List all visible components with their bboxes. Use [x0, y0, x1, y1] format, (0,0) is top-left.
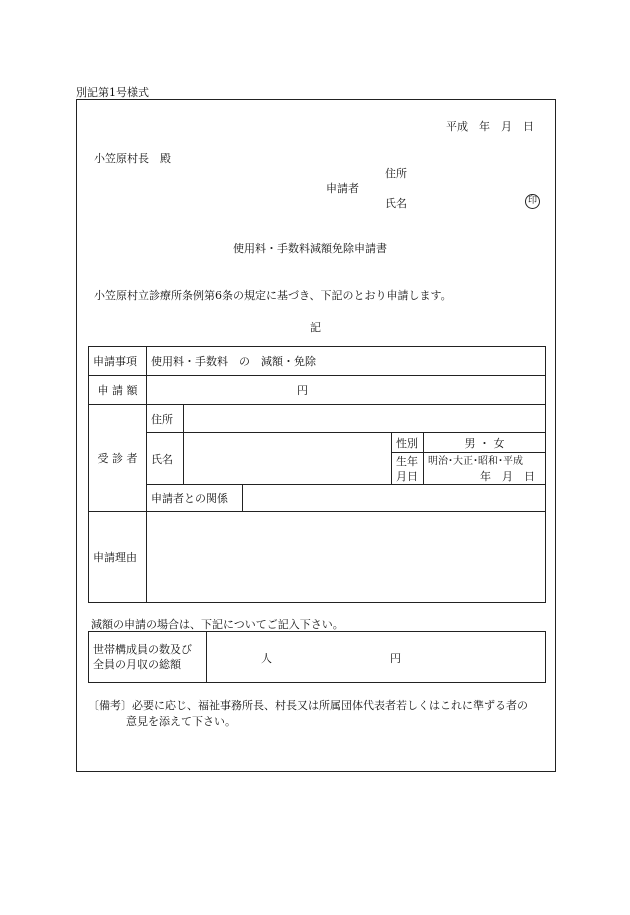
reason-label: 申請理由 — [89, 512, 147, 603]
addressee: 小笠原村長 殿 — [94, 152, 171, 165]
seal-mark-icon: 印 — [525, 194, 540, 209]
item-label: 申請事項 — [89, 347, 147, 376]
sex-label: 性別 — [392, 433, 424, 453]
patient-name-label: 氏名 — [147, 433, 184, 485]
household-label: 世帯構成員の数及び 全員の月収の総額 — [89, 632, 207, 683]
patient-name-field[interactable] — [184, 433, 392, 485]
amount-unit: 円 — [297, 384, 308, 397]
amount-field[interactable] — [147, 376, 546, 405]
dob-field[interactable] — [424, 453, 546, 485]
reason-field[interactable] — [147, 512, 546, 603]
era-options[interactable]: 明治･大正･昭和･平成 — [428, 456, 523, 467]
remarks-line-2: 意見を添えて下さい。 — [126, 715, 236, 728]
intro-text: 小笠原村立診療所条例第6条の規定に基づき、下記のとおり申請します。 — [94, 289, 452, 302]
sex-options[interactable]: 男 ・ 女 — [424, 433, 546, 453]
patient-label: 受 診 者 — [89, 405, 147, 512]
application-table — [88, 346, 546, 603]
relation-field[interactable] — [243, 485, 546, 512]
yen-unit: 円 — [390, 652, 401, 665]
applicant-label: 申請者 — [326, 182, 359, 195]
item-value[interactable]: 使用料・手数料 の 減額・免除 — [147, 347, 546, 376]
applicant-name-label: 氏名 — [385, 197, 407, 210]
reduction-note: 減額の申請の場合は、下記についてご記入下さい。 — [91, 618, 344, 631]
application-date: 平成 年 月 日 — [446, 120, 534, 133]
patient-address-label: 住所 — [147, 405, 184, 433]
persons-unit: 人 — [261, 652, 272, 665]
remarks-line-1: 〔備考〕必要に応じ、福祉事務所長、村長又は所属団体代表者若しくはこれに準ずる者の — [88, 699, 528, 712]
document-title: 使用料・手数料減額免除申請書 — [233, 242, 387, 255]
patient-address-field[interactable] — [184, 405, 546, 433]
ki-heading: 記 — [310, 321, 321, 334]
household-field[interactable] — [207, 632, 546, 683]
applicant-address-label: 住所 — [385, 167, 407, 180]
household-table — [88, 631, 546, 683]
dob-value: 年 月 日 — [480, 470, 535, 483]
amount-label: 申 請 額 — [89, 376, 147, 405]
relation-label: 申請者との関係 — [147, 485, 243, 512]
form-number: 別記第1号様式 — [76, 86, 149, 99]
dob-label: 生年 月日 — [392, 453, 424, 485]
